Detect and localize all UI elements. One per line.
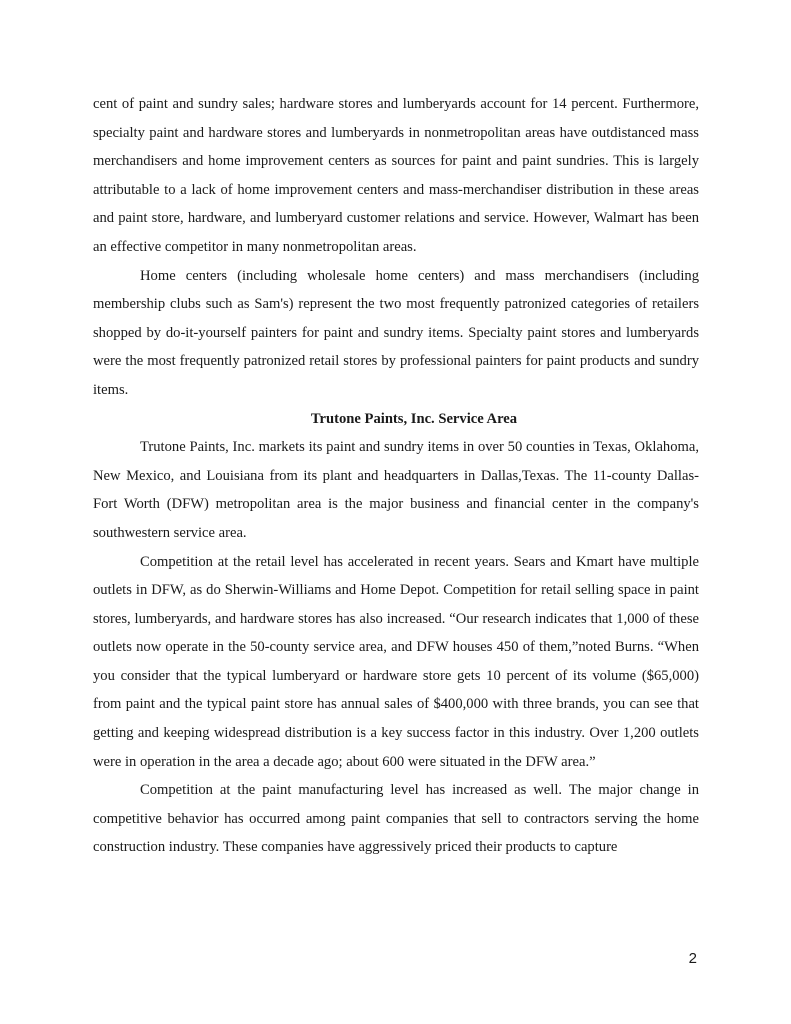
paragraph-service-area: Trutone Paints, Inc. markets its paint and sundry items in over 50 counties in Texas, Oklahoma, New Mexico, and Louisiana from its plant and headquarters in Dallas,Texas. The 11-county Dallas-Fort Worth (DFW) metropolitan area is the major business and financial center in the company's southwestern service area. (93, 439, 699, 541)
paragraph-home-centers: Home centers (including wholesale home centers) and mass merchandisers (including membership clubs such as Sam's) represent the two most frequently patronized categories of retailers shopped by do-it-yourself painters for paint and sundry items. Specialty paint stores and lumberyards were the most frequently patronized retail stores by professional painters for paint products and sundry items. (93, 267, 699, 398)
paragraph-manufacturing-competition: Competition at the paint manufacturing level has increased as well. The major change in competitive behavior has occurred among paint companies that sell to contractors serving the home construction industry. These companies have aggressively priced their products to capture (93, 782, 699, 856)
paragraph-retail-competition: Competition at the retail level has accelerated in recent years. Sears and Kmart have multiple outlets in DFW, as do Sherwin-Williams and Home Depot. Competition for retail selling space in paint stores, lumberyards, and hardware stores has also increased. “Our research indicates that 1,000 of these outlets now operate in the 50-county service area, and DFW houses 450 of them,”noted Burns. “When you consider that the typical lumberyard or hardware store gets 10 percent of its volume ($65,000) from paint and the typical paint store has annual sales of $400,000 with three brands, you can see that getting and keeping widespread distribution is a key success factor in this industry. Over 1,200 outlets were in operation in the area a decade ago; about 600 were situated in the DFW area.” (93, 553, 699, 770)
page-number: 2 (688, 950, 697, 967)
document-body (93, 90, 699, 862)
section-heading: Trutone Paints, Inc. Service Area (310, 410, 518, 427)
paragraph-paint-sales-continuation: cent of paint and sundry sales; hardware stores and lumberyards account for 14 percent. Furthermore, specialty paint and hardware stores and lumberyards in nonmetropolitan areas have outdistanced mass merchandisers and home improvement centers as sources for paint and paint sundries. This is largely attributable to a lack of home improvement centers and mass-merchandiser distribution in these areas and paint store, hardware, and lumberyard customer relations and service. However, Walmart has been an effective competitor in many nonmetropolitan areas. (93, 96, 699, 255)
